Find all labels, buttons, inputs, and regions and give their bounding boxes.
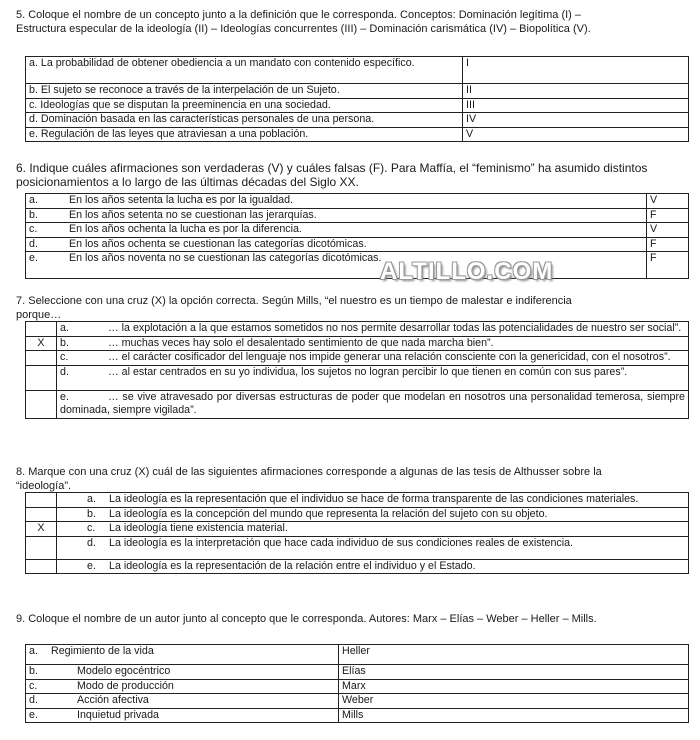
q7-mark[interactable]: X (26, 336, 57, 351)
q8-prompt: 8. Marque con una cruz (X) cuál de las siguientes afirmaciones corresponde a algunas de las tesis de Althusser sobre la “ideología”. (16, 466, 602, 492)
table-row (26, 208, 689, 223)
q6-answer: F (647, 237, 689, 252)
table-row (26, 559, 689, 574)
q7-option: a. … la explotación a la que estamos sometidos no nos permite desarrollar todas las potencialidades de nuestro ser social”. (57, 322, 689, 337)
q6-statement: d. En los años ochenta se cuestionan las categorías dicotómicas. (26, 237, 647, 252)
q6-statement: e. En los años noventa no se cuestionan las categorías dicotómicas. (26, 252, 647, 279)
q6-statement: b. En los años setenta no se cuestionan las jerarquías. (26, 208, 647, 223)
table-row (26, 127, 689, 142)
q8-table (25, 492, 689, 574)
q5-definition: e. Regulación de las leyes que atraviesan a una población. (26, 127, 463, 142)
q9-author: Mills (339, 708, 689, 723)
q7-prompt: 7. Seleccione con una cruz (X) la opción correcta. Según Mills, “el nuestro es un tiempo de malestar e indiferencia porque… (16, 295, 572, 321)
q5-prompt: 5. Coloque el nombre de un concepto junto a la definición que le corresponda. Conceptos: Dominación legítima (I) – Estructura especular de la ideología (II) – Ideologías concurrentes (III) – Dominación carismática (IV) – Biopolítica (V). (16, 9, 591, 35)
table-row (26, 694, 689, 709)
q7-mark[interactable] (26, 351, 57, 366)
table-row (26, 645, 689, 665)
q6-answer: V (647, 194, 689, 209)
q7-mark[interactable] (26, 390, 57, 418)
table-row (26, 365, 689, 390)
q5-answer: III (463, 98, 689, 113)
q7-option: e. … se vive atravesado por diversas estructuras de poder que modelan en nosotros una personalidad temerosa, siempre dominada, siempre vigilada”. (57, 390, 689, 418)
q6-answer: F (647, 208, 689, 223)
q5-answer: V (463, 127, 689, 142)
q5-definition: d. Dominación basada en las características personales de una persona. (26, 113, 463, 128)
q8-option: a. La ideología es la representación que el individuo se hace de forma transparente de las condiciones materiales. (57, 493, 689, 508)
q9-concept: e. Inquietud privada (26, 708, 339, 723)
table-row (26, 507, 689, 522)
q5-definition: a. La probabilidad de obtener obediencia a un mandato con contenido específico. (26, 57, 463, 84)
q7-mark[interactable] (26, 365, 57, 390)
table-row (26, 194, 689, 209)
table-row (26, 522, 689, 537)
table-row (26, 237, 689, 252)
q8-option: e. La ideología es la representación de la relación entre el individuo y el Estado. (57, 559, 689, 574)
q6-answer: V (647, 223, 689, 238)
q5-answer: IV (463, 113, 689, 128)
q8-mark[interactable]: X (26, 522, 57, 537)
q6-statement: a. En los años setenta la lucha es por la igualdad. (26, 194, 647, 209)
q6-table (25, 193, 689, 279)
q5-table (25, 56, 689, 142)
q8-mark[interactable] (26, 559, 57, 574)
q6-answer: F (647, 252, 689, 279)
q8-option: c. La ideología tiene existencia material. (57, 522, 689, 537)
table-row (26, 351, 689, 366)
q7-option: b. … muchas veces hay solo el desalentado sentimiento de que nada marcha bien”. (57, 336, 689, 351)
table-row (26, 336, 689, 351)
q9-concept: d. Acción afectiva (26, 694, 339, 709)
table-row (26, 536, 689, 559)
q7-option: c. … el carácter cosificador del lenguaje nos impide generar una relación consciente con la genericidad, con el nosotros”. (57, 351, 689, 366)
table-row (26, 493, 689, 508)
table-row (26, 708, 689, 723)
q9-author: Weber (339, 694, 689, 709)
q9-author: Marx (339, 679, 689, 694)
table-row (26, 84, 689, 99)
q5-definition: c. Ideologías que se disputan la preeminencia en una sociedad. (26, 98, 463, 113)
q7-option: d. … al estar centrados en su yo individua, los sujetos no logran percibir lo que tienen en común con sus pares”. (57, 365, 689, 390)
table-row (26, 252, 689, 279)
table-row (26, 679, 689, 694)
q8-mark[interactable] (26, 493, 57, 508)
q9-author: Elías (339, 665, 689, 680)
q9-concept: b. Modelo egocéntrico (26, 665, 339, 680)
q9-prompt: 9. Coloque el nombre de un autor junto al concepto que le corresponda. Autores: Marx – Elías – Weber – Heller – Mills. (16, 613, 597, 625)
q8-option: d. La ideología es la interpretación que hace cada individuo de sus condiciones reales de existencia. (57, 536, 689, 559)
q5-answer: I (463, 57, 689, 84)
table-row (26, 223, 689, 238)
q5-definition: b. El sujeto se reconoce a través de la interpelación de un Sujeto. (26, 84, 463, 99)
q8-mark[interactable] (26, 536, 57, 559)
q6-statement: c. En los años ochenta la lucha es por la diferencia. (26, 223, 647, 238)
table-row (26, 113, 689, 128)
q7-table (25, 321, 689, 419)
q6-prompt: 6. Indique cuáles afirmaciones son verdaderas (V) y cuáles falsas (F). Para Maffía, el “feminismo” ha asumido distintos posicionamientos a lo largo de las últimas décadas del Siglo XX. (16, 161, 648, 189)
table-row (26, 57, 689, 84)
q9-concept: a. Regimiento de la vida (26, 645, 339, 665)
table-row (26, 665, 689, 680)
q9-table (25, 644, 689, 723)
table-row (26, 390, 689, 418)
q7-mark[interactable] (26, 322, 57, 337)
table-row (26, 98, 689, 113)
q9-concept: c. Modo de producción (26, 679, 339, 694)
q8-option: b. La ideología es la concepción del mundo que representa la relación del sujeto con su objeto. (57, 507, 689, 522)
watermark: ALTILLO.COM (380, 258, 554, 285)
table-row (26, 322, 689, 337)
q5-answer: II (463, 84, 689, 99)
q8-mark[interactable] (26, 507, 57, 522)
q9-author: Heller (339, 645, 689, 665)
